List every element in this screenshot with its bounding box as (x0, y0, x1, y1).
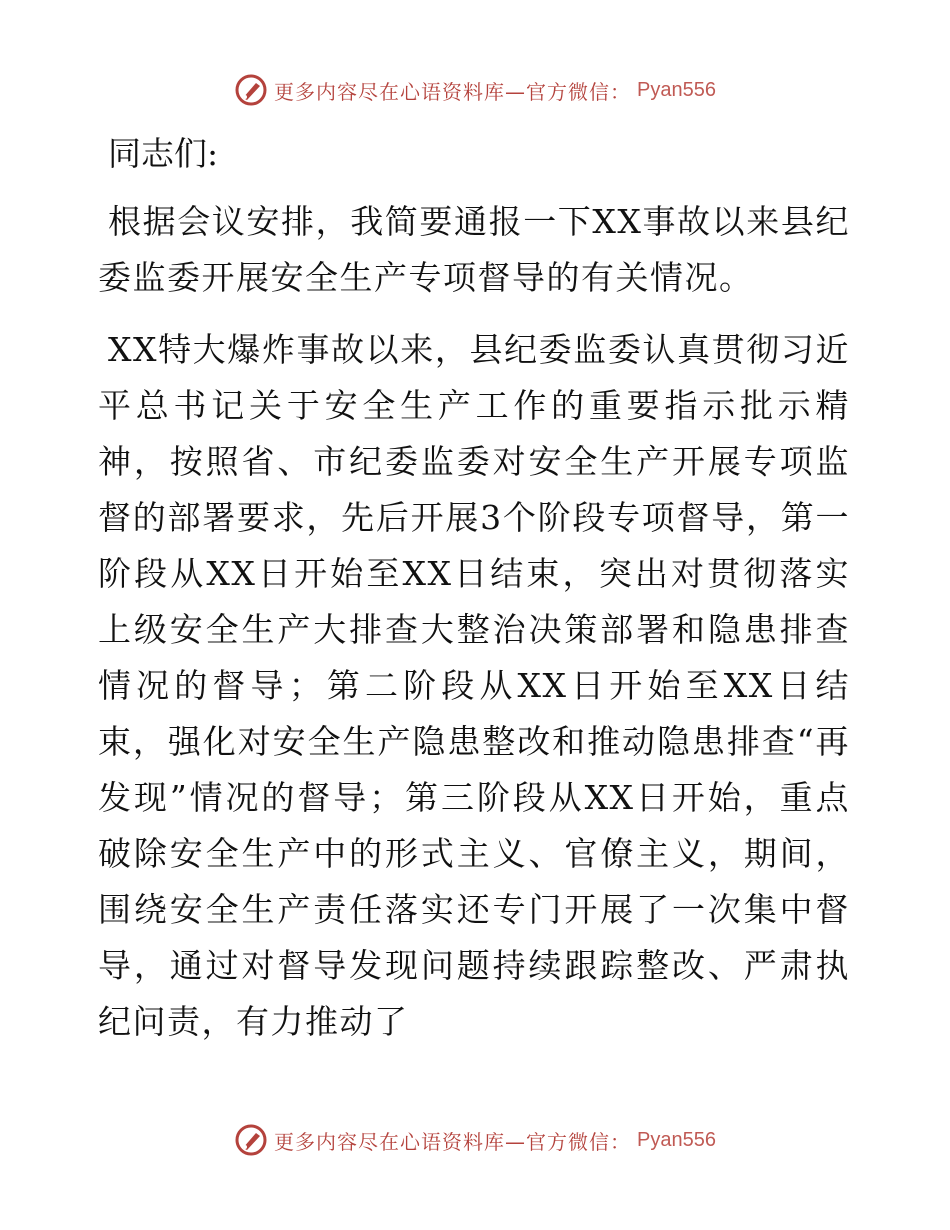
document-body (98, 120, 850, 1066)
pen-logo-icon (234, 1123, 268, 1157)
watermark-handle: Pyan556 (637, 1128, 716, 1151)
watermark-footer (0, 1120, 950, 1160)
pen-logo-icon (234, 73, 268, 107)
watermark-handle: Pyan556 (637, 78, 716, 101)
paragraph-2: XX特大爆炸事故以来，县纪委监委认真贯彻习近平总书记关于安全生产工作的重要指示批示精神，按照省、市纪委监委对安全生产开展专项监督的部署要求，先后开展3个阶段专项督导，第一阶段从XX日开始至XX日结束，突出对贯彻落实上级安全生产大排查大整治决策部署和隐患排查情况的督导；第二阶段从XX日开始至XX日结束，强化对安全生产隐患整改和推动隐患排查“再发现”情况的督导；第三阶段从XX日开始，重点破除安全生产中的形式主义、官僚主义，期间，围绕安全生产责任落实还专门开展了一次集中督导，通过对督导发现问题持续跟踪整改、严肃执纪问责，有力推动了 (98, 330, 850, 1041)
watermark-header (0, 70, 950, 110)
watermark-text: 更多内容尽在心语资料库—官方微信： (274, 79, 632, 104)
paragraph-1: 根据会议安排，我简要通报一下XX事故以来县纪委监委开展安全生产专项督导的有关情况。 (98, 202, 850, 297)
watermark-text: 更多内容尽在心语资料库—官方微信： (274, 1129, 632, 1154)
salutation: 同志们: (108, 134, 219, 173)
